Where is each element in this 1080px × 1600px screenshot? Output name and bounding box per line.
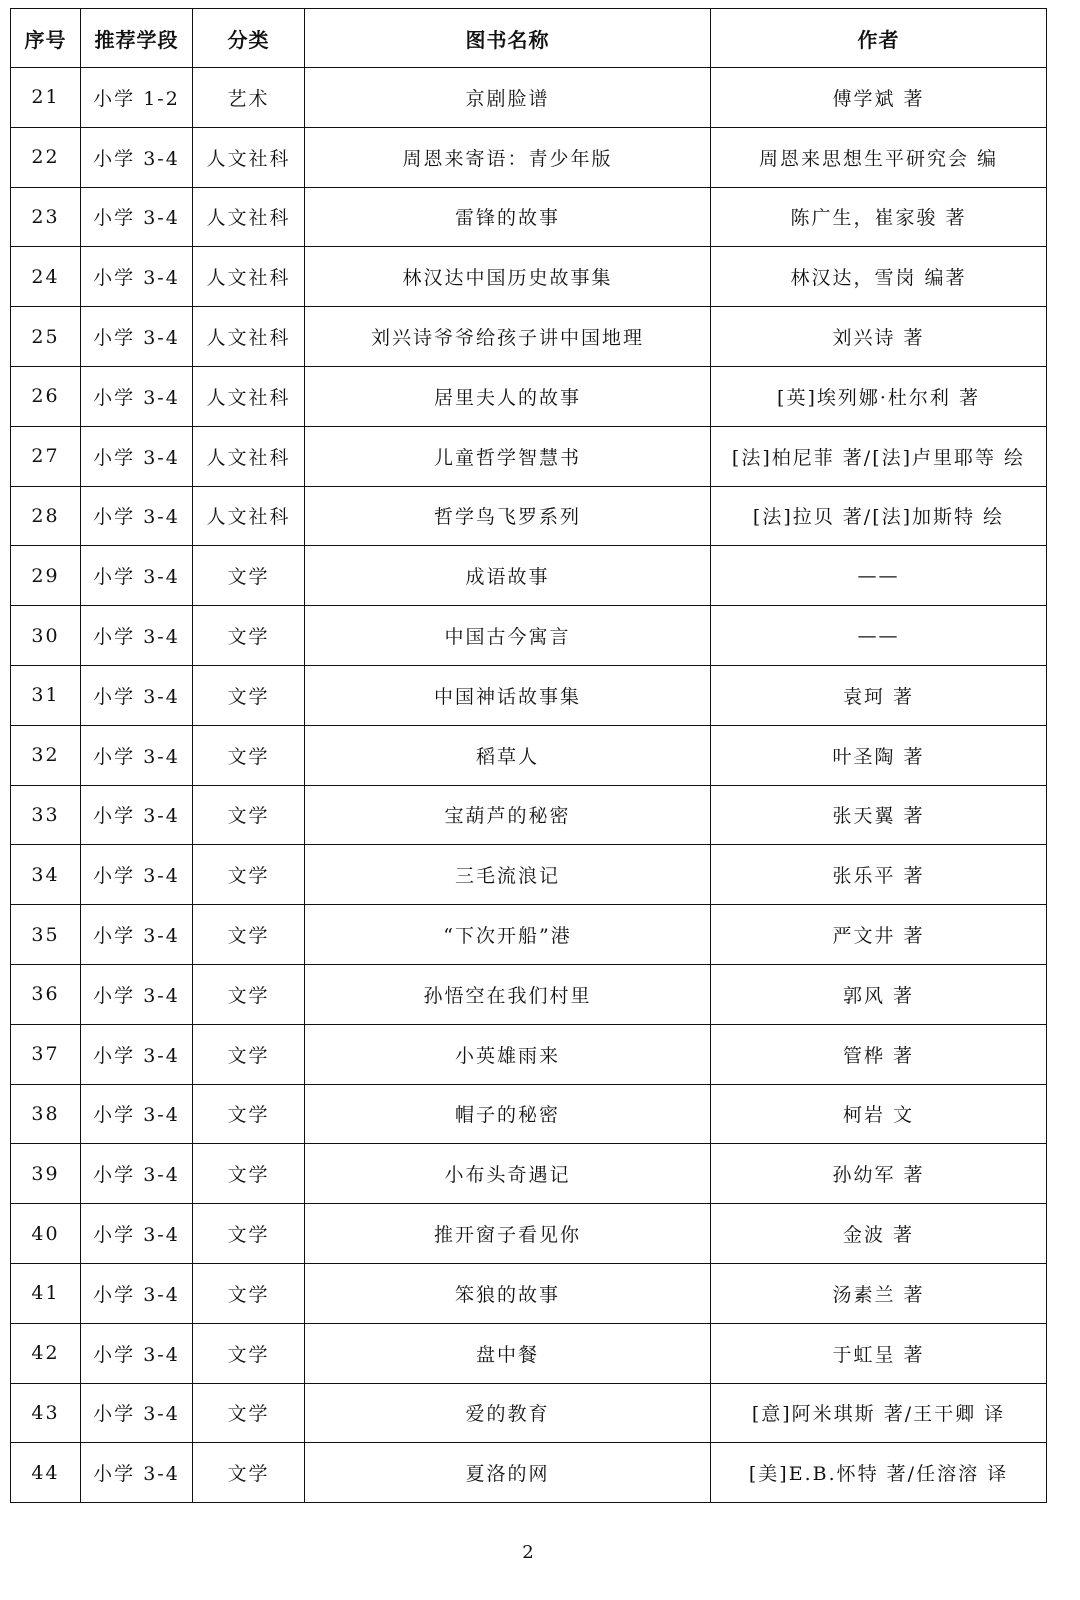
table-row	[11, 68, 1047, 128]
table-row	[11, 785, 1047, 845]
cell-grade: 小学 3-4	[81, 1443, 193, 1503]
table-row	[11, 426, 1047, 486]
cell-author: [美]E.B.怀特 著/任溶溶 译	[711, 1443, 1047, 1503]
cell-grade: 小学 3-4	[81, 845, 193, 905]
cell-category: 文学	[193, 785, 305, 845]
cell-grade: 小学 3-4	[81, 1084, 193, 1144]
cell-author: ——	[711, 546, 1047, 606]
cell-author: 袁珂 著	[711, 665, 1047, 725]
cell-category: 人文社科	[193, 307, 305, 367]
cell-grade: 小学 3-4	[81, 1024, 193, 1084]
cell-grade: 小学 3-4	[81, 905, 193, 965]
cell-index: 38	[11, 1084, 81, 1144]
table-row	[11, 665, 1047, 725]
cell-title: 盘中餐	[305, 1323, 711, 1383]
table-row	[11, 127, 1047, 187]
cell-author: 金波 著	[711, 1204, 1047, 1264]
cell-category: 人文社科	[193, 127, 305, 187]
cell-grade: 小学 1-2	[81, 68, 193, 128]
cell-author: 叶圣陶 著	[711, 725, 1047, 785]
cell-index: 34	[11, 845, 81, 905]
table-row	[11, 725, 1047, 785]
cell-title: 小英雄雨来	[305, 1024, 711, 1084]
cell-grade: 小学 3-4	[81, 366, 193, 426]
cell-author: 林汉达，雪岗 编著	[711, 247, 1047, 307]
cell-grade: 小学 3-4	[81, 606, 193, 666]
table-row	[11, 546, 1047, 606]
cell-author: 于虹呈 著	[711, 1323, 1047, 1383]
cell-category: 文学	[193, 1144, 305, 1204]
table-row	[11, 606, 1047, 666]
cell-index: 35	[11, 905, 81, 965]
book-list-table	[10, 8, 1047, 1503]
cell-author: 柯岩 文	[711, 1084, 1047, 1144]
cell-grade: 小学 3-4	[81, 1323, 193, 1383]
cell-title: 笨狼的故事	[305, 1263, 711, 1323]
cell-index: 44	[11, 1443, 81, 1503]
header-title: 图书名称	[305, 9, 711, 68]
cell-author: [法]拉贝 著/[法]加斯特 绘	[711, 486, 1047, 546]
cell-index: 28	[11, 486, 81, 546]
cell-title: 孙悟空在我们村里	[305, 964, 711, 1024]
table-row	[11, 1323, 1047, 1383]
cell-category: 文学	[193, 1204, 305, 1264]
cell-grade: 小学 3-4	[81, 1383, 193, 1443]
cell-grade: 小学 3-4	[81, 426, 193, 486]
header-index: 序号	[11, 9, 81, 68]
cell-category: 文学	[193, 606, 305, 666]
cell-category: 人文社科	[193, 366, 305, 426]
cell-grade: 小学 3-4	[81, 785, 193, 845]
cell-index: 41	[11, 1263, 81, 1323]
cell-author: 孙幼军 著	[711, 1144, 1047, 1204]
cell-grade: 小学 3-4	[81, 187, 193, 247]
cell-title: 稻草人	[305, 725, 711, 785]
cell-author: 周恩来思想生平研究会 编	[711, 127, 1047, 187]
cell-author: 严文井 著	[711, 905, 1047, 965]
cell-title: 中国神话故事集	[305, 665, 711, 725]
table-row	[11, 247, 1047, 307]
table-row	[11, 486, 1047, 546]
cell-index: 24	[11, 247, 81, 307]
cell-category: 人文社科	[193, 187, 305, 247]
cell-author: [法]柏尼菲 著/[法]卢里耶等 绘	[711, 426, 1047, 486]
cell-index: 31	[11, 665, 81, 725]
cell-author: ——	[711, 606, 1047, 666]
table-row	[11, 307, 1047, 367]
cell-title: 居里夫人的故事	[305, 366, 711, 426]
cell-grade: 小学 3-4	[81, 1204, 193, 1264]
cell-index: 37	[11, 1024, 81, 1084]
cell-title: 爱的教育	[305, 1383, 711, 1443]
cell-index: 21	[11, 68, 81, 128]
cell-index: 23	[11, 187, 81, 247]
cell-title: 儿童哲学智慧书	[305, 426, 711, 486]
cell-title: 哲学鸟飞罗系列	[305, 486, 711, 546]
cell-category: 艺术	[193, 68, 305, 128]
cell-title: 成语故事	[305, 546, 711, 606]
cell-category: 文学	[193, 1263, 305, 1323]
cell-category: 文学	[193, 845, 305, 905]
cell-index: 29	[11, 546, 81, 606]
cell-title: “下次开船”港	[305, 905, 711, 965]
page-number: 2	[522, 1542, 534, 1563]
cell-category: 文学	[193, 546, 305, 606]
cell-title: 中国古今寓言	[305, 606, 711, 666]
cell-grade: 小学 3-4	[81, 725, 193, 785]
cell-title: 推开窗子看见你	[305, 1204, 711, 1264]
cell-grade: 小学 3-4	[81, 127, 193, 187]
cell-title: 林汉达中国历史故事集	[305, 247, 711, 307]
cell-author: 张天翼 著	[711, 785, 1047, 845]
cell-title: 三毛流浪记	[305, 845, 711, 905]
cell-index: 26	[11, 366, 81, 426]
cell-author: 陈广生，崔家骏 著	[711, 187, 1047, 247]
cell-category: 文学	[193, 665, 305, 725]
cell-index: 27	[11, 426, 81, 486]
table-header-row	[11, 9, 1047, 68]
cell-title: 小布头奇遇记	[305, 1144, 711, 1204]
cell-category: 文学	[193, 1443, 305, 1503]
cell-category: 文学	[193, 1024, 305, 1084]
cell-author: 张乐平 著	[711, 845, 1047, 905]
cell-category: 文学	[193, 1084, 305, 1144]
cell-category: 人文社科	[193, 247, 305, 307]
cell-category: 文学	[193, 1323, 305, 1383]
cell-category: 人文社科	[193, 486, 305, 546]
cell-category: 文学	[193, 725, 305, 785]
cell-category: 文学	[193, 1383, 305, 1443]
table-row	[11, 1204, 1047, 1264]
cell-author: 汤素兰 著	[711, 1263, 1047, 1323]
cell-index: 39	[11, 1144, 81, 1204]
cell-grade: 小学 3-4	[81, 964, 193, 1024]
cell-index: 25	[11, 307, 81, 367]
cell-author: 郭风 著	[711, 964, 1047, 1024]
table-row	[11, 1084, 1047, 1144]
cell-title: 帽子的秘密	[305, 1084, 711, 1144]
cell-grade: 小学 3-4	[81, 546, 193, 606]
table-row	[11, 964, 1047, 1024]
cell-grade: 小学 3-4	[81, 665, 193, 725]
table-row	[11, 1383, 1047, 1443]
cell-title: 雷锋的故事	[305, 187, 711, 247]
cell-grade: 小学 3-4	[81, 247, 193, 307]
table-body	[11, 68, 1047, 1503]
cell-index: 33	[11, 785, 81, 845]
cell-grade: 小学 3-4	[81, 1263, 193, 1323]
table-row	[11, 366, 1047, 426]
cell-title: 刘兴诗爷爷给孩子讲中国地理	[305, 307, 711, 367]
cell-author: [英]埃列娜·杜尔利 著	[711, 366, 1047, 426]
table-row	[11, 1443, 1047, 1503]
cell-author: 刘兴诗 著	[711, 307, 1047, 367]
table-row	[11, 845, 1047, 905]
cell-index: 43	[11, 1383, 81, 1443]
cell-grade: 小学 3-4	[81, 486, 193, 546]
table-row	[11, 1024, 1047, 1084]
table-row	[11, 905, 1047, 965]
cell-category: 文学	[193, 905, 305, 965]
cell-index: 22	[11, 127, 81, 187]
cell-category: 人文社科	[193, 426, 305, 486]
header-author: 作者	[711, 9, 1047, 68]
table-row	[11, 187, 1047, 247]
cell-index: 30	[11, 606, 81, 666]
cell-author: [意]阿米琪斯 著/王干卿 译	[711, 1383, 1047, 1443]
cell-grade: 小学 3-4	[81, 307, 193, 367]
cell-index: 40	[11, 1204, 81, 1264]
table-row	[11, 1263, 1047, 1323]
cell-title: 宝葫芦的秘密	[305, 785, 711, 845]
header-grade: 推荐学段	[81, 9, 193, 68]
cell-index: 32	[11, 725, 81, 785]
cell-index: 42	[11, 1323, 81, 1383]
cell-title: 京剧脸谱	[305, 68, 711, 128]
cell-title: 周恩来寄语：青少年版	[305, 127, 711, 187]
header-category: 分类	[193, 9, 305, 68]
table-row	[11, 1144, 1047, 1204]
cell-title: 夏洛的网	[305, 1443, 711, 1503]
cell-grade: 小学 3-4	[81, 1144, 193, 1204]
cell-index: 36	[11, 964, 81, 1024]
cell-category: 文学	[193, 964, 305, 1024]
cell-author: 傅学斌 著	[711, 68, 1047, 128]
cell-author: 管桦 著	[711, 1024, 1047, 1084]
